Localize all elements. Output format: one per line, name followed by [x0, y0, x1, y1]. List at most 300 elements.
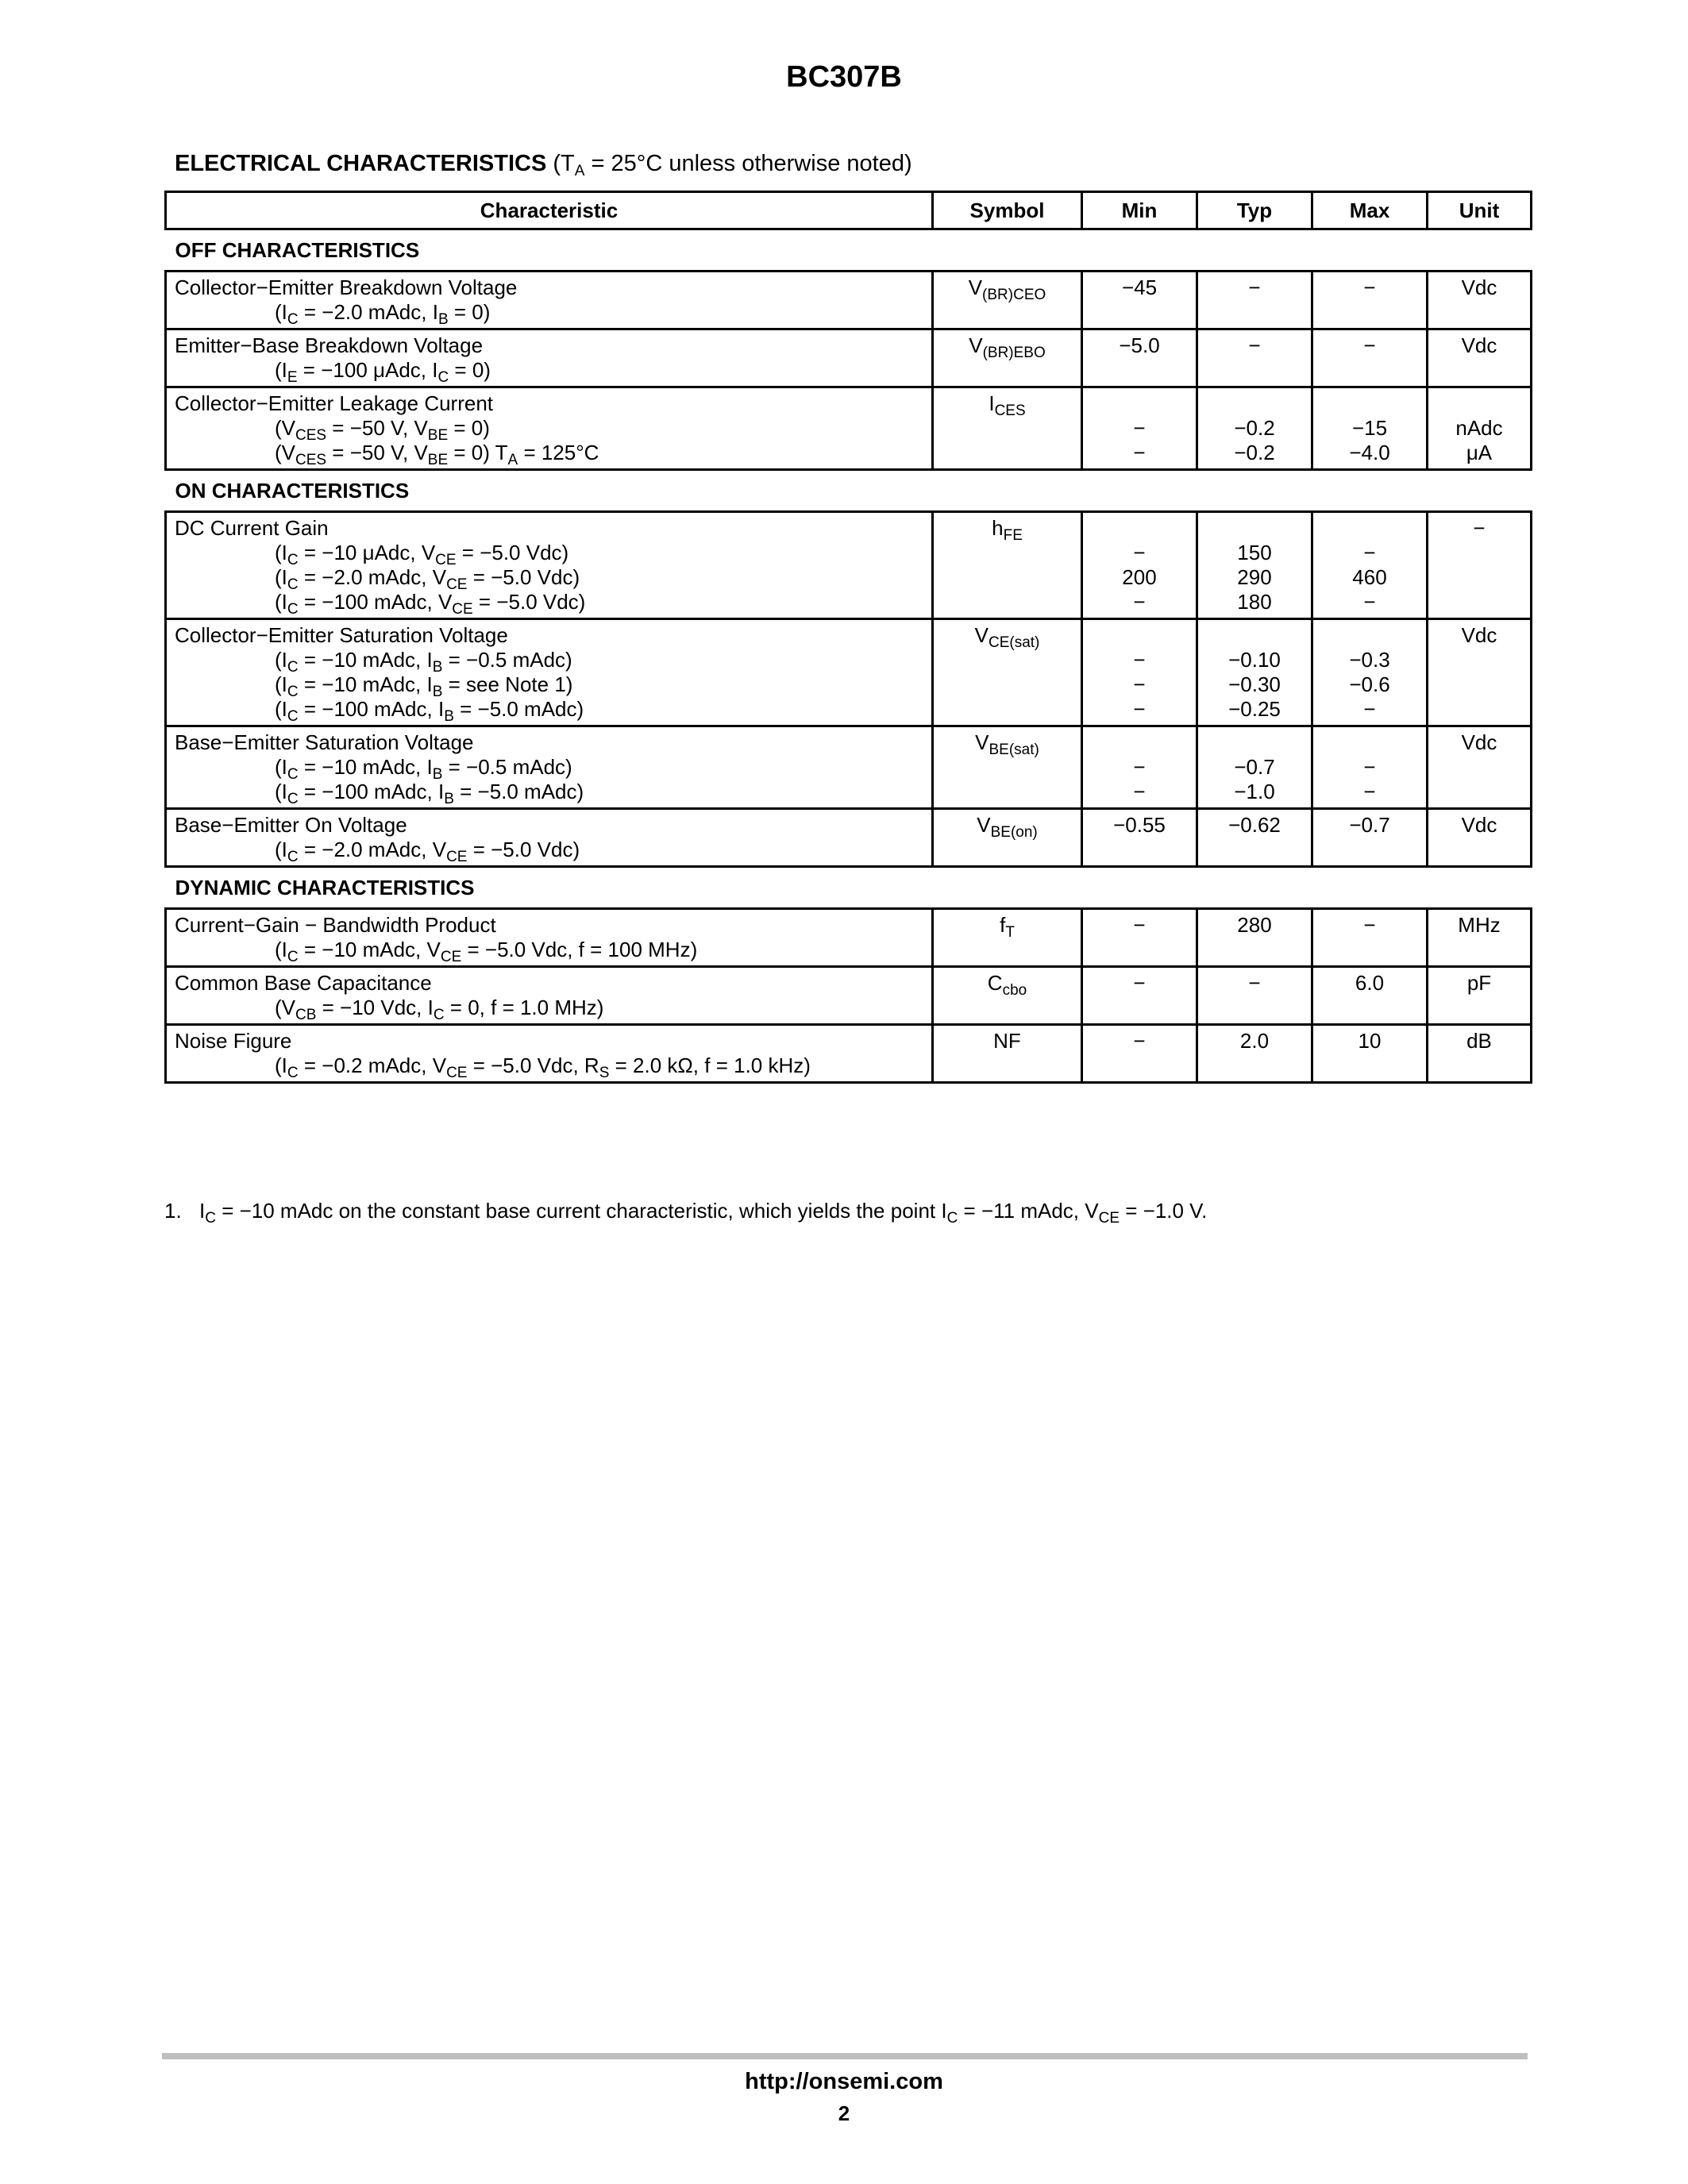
- table-row: [166, 726, 1532, 809]
- typ-value: −0.30: [1228, 672, 1281, 696]
- unit-value: −: [1473, 516, 1486, 540]
- condition-text: (I: [275, 541, 287, 564]
- min-value-cell: [1082, 809, 1197, 867]
- max-value: −: [1363, 913, 1376, 937]
- characteristic-cell: [166, 1025, 933, 1083]
- page-number: 2: [838, 2101, 850, 2125]
- condition-text: = −5.0 mAdc): [453, 780, 584, 803]
- condition-subscript: CE: [440, 949, 462, 965]
- condition-text: (V: [275, 441, 295, 464]
- table-row: [166, 809, 1532, 867]
- characteristic-cell: [166, 387, 933, 470]
- condition-subscript: S: [599, 1065, 610, 1081]
- test-condition: [175, 938, 923, 965]
- condition-text: (I: [275, 300, 287, 324]
- condition-text: (I: [275, 648, 287, 672]
- unit-cell: [1428, 726, 1532, 809]
- electrical-characteristics-table: [164, 191, 1532, 1084]
- symbol-subscript: cbo: [1002, 982, 1027, 999]
- test-condition: [175, 1053, 923, 1081]
- test-condition: [175, 590, 923, 618]
- table-row: [166, 909, 1532, 967]
- condition-text: = 0) T: [448, 441, 508, 464]
- symbol-main: f: [1000, 913, 1006, 937]
- min-value-cell: [1082, 512, 1197, 619]
- typ-value: 2.0: [1239, 1029, 1270, 1053]
- unit-cell: [1428, 909, 1532, 967]
- table-row: [166, 967, 1532, 1025]
- max-value: −15: [1351, 416, 1388, 440]
- unit-cell: [1428, 967, 1532, 1025]
- unit-value: μA: [1466, 441, 1493, 464]
- footer-url-link[interactable]: http://onsemi.com: [745, 2069, 943, 2094]
- condition-text: = −5.0 Vdc): [467, 838, 580, 861]
- typ-value-cell: [1197, 809, 1312, 867]
- max-value-cell: [1312, 329, 1428, 387]
- min-value: −: [1133, 648, 1146, 672]
- characteristic-label: Noise Figure: [175, 1029, 292, 1053]
- condition-subscript: E: [287, 369, 298, 386]
- spacer: [1206, 391, 1303, 416]
- unit-value: Vdc: [1461, 813, 1497, 837]
- test-condition: [175, 300, 923, 328]
- characteristic-cell: [166, 329, 933, 387]
- group-title: OFF CHARACTERISTICS: [166, 229, 1532, 272]
- footnote-text: = −1.0 V.: [1120, 1199, 1208, 1223]
- condition-subscript: B: [432, 766, 443, 783]
- characteristic-label: Common Base Capacitance: [175, 971, 432, 995]
- condition-text: = −0.5 mAdc): [442, 755, 572, 779]
- condition-subscript: C: [437, 369, 449, 386]
- symbol-main: I: [989, 391, 995, 415]
- unit-cell: [1428, 809, 1532, 867]
- condition-text: = −100 μAdc, I: [297, 358, 438, 382]
- test-condition: [175, 672, 923, 700]
- condition-subscript: C: [287, 1065, 299, 1081]
- min-value: −0.55: [1113, 813, 1166, 837]
- condition-text: = −5.0 mAdc): [453, 697, 584, 721]
- symbol-subscript: (BR)EBO: [982, 345, 1046, 361]
- test-condition: [175, 838, 923, 865]
- max-value: −: [1363, 275, 1376, 299]
- characteristic-cell: [166, 726, 933, 809]
- table-header-row: [166, 192, 1532, 229]
- heading-cond-rest: = 25°C unless otherwise noted): [584, 151, 912, 176]
- condition-text: = −0.5 mAdc): [442, 648, 572, 672]
- unit-value: nAdc: [1455, 416, 1503, 440]
- characteristic-label: Collector−Emitter Saturation Voltage: [175, 623, 508, 647]
- characteristic-cell: [166, 272, 933, 329]
- typ-value: 180: [1237, 590, 1272, 614]
- condition-text: (I: [275, 838, 287, 861]
- condition-text: = see Note 1): [442, 672, 573, 696]
- table-row: [166, 272, 1532, 329]
- min-value-cell: [1082, 329, 1197, 387]
- unit-value: Vdc: [1461, 275, 1497, 299]
- characteristic-cell: [166, 809, 933, 867]
- condition-text: = −5.0 Vdc): [472, 590, 586, 614]
- unit-cell: [1428, 619, 1532, 726]
- symbol-cell: [933, 272, 1082, 329]
- col-header-characteristic: Characteristic: [166, 192, 933, 229]
- min-value-cell: [1082, 619, 1197, 726]
- condition-text: = −10 mAdc, I: [298, 672, 433, 696]
- unit-cell: [1428, 512, 1532, 619]
- symbol-cell: [933, 809, 1082, 867]
- typ-value: −0.25: [1228, 697, 1281, 721]
- max-value: 460: [1352, 565, 1387, 589]
- min-value: −45: [1121, 275, 1158, 299]
- unit-cell: [1428, 1025, 1532, 1083]
- unit-value: Vdc: [1461, 333, 1497, 357]
- symbol-subscript: T: [1005, 924, 1015, 941]
- condition-subscript: B: [437, 311, 449, 328]
- heading-cond-sub: A: [574, 163, 585, 179]
- col-header-max: Max: [1312, 192, 1428, 229]
- condition-subscript: C: [287, 766, 299, 783]
- condition-text: = −5.0 Vdc, R: [467, 1053, 599, 1077]
- symbol-subscript: CES: [994, 403, 1026, 419]
- condition-subscript: CES: [295, 427, 327, 444]
- condition-text: = −5.0 Vdc, f = 100 MHz): [461, 938, 698, 961]
- min-value: −: [1133, 590, 1146, 614]
- condition-text: (I: [275, 780, 287, 803]
- spacer: [1091, 516, 1188, 541]
- condition-subscript: C: [287, 791, 299, 807]
- footnote-sub: C: [205, 1210, 216, 1227]
- condition-text: (I: [275, 938, 287, 961]
- condition-text: = −2.0 mAdc, I: [298, 300, 438, 324]
- symbol-main: V: [974, 623, 989, 647]
- max-value: −0.7: [1349, 813, 1390, 837]
- condition-subscript: C: [287, 684, 299, 700]
- unit-value: dB: [1466, 1029, 1492, 1053]
- symbol-cell: [933, 909, 1082, 967]
- condition-subscript: CE: [446, 576, 468, 593]
- footnote-text: I: [199, 1199, 206, 1223]
- symbol-subscript: BE(on): [990, 824, 1038, 841]
- symbol-subscript: FE: [1003, 527, 1023, 544]
- typ-value-cell: [1197, 726, 1312, 809]
- max-value: −4.0: [1349, 441, 1390, 464]
- condition-subscript: C: [287, 311, 299, 328]
- characteristic-label: Collector−Emitter Breakdown Voltage: [175, 275, 518, 299]
- unit-value: pF: [1466, 971, 1492, 995]
- footnote-text: = −11 mAdc, V: [958, 1199, 1099, 1223]
- max-value-cell: [1312, 809, 1428, 867]
- characteristic-cell: [166, 967, 933, 1025]
- footnote-sub: CE: [1098, 1210, 1120, 1227]
- condition-subscript: B: [444, 791, 454, 807]
- symbol-subscript: CE(sat): [988, 634, 1040, 651]
- characteristic-label: Emitter−Base Breakdown Voltage: [175, 333, 484, 357]
- typ-value: −0.62: [1228, 813, 1281, 837]
- group-header-row: [166, 229, 1532, 272]
- col-header-symbol: Symbol: [933, 192, 1082, 229]
- table-body: [166, 229, 1532, 1083]
- condition-text: (V: [275, 996, 295, 1019]
- min-value: −: [1133, 1029, 1146, 1053]
- symbol-cell: [933, 329, 1082, 387]
- max-value-cell: [1312, 272, 1428, 329]
- footnote-text: = −10 mAdc on the constant base current characteristic, which yields the point I: [215, 1199, 947, 1223]
- condition-subscript: B: [444, 708, 454, 725]
- symbol-cell: [933, 1025, 1082, 1083]
- unit-cell: [1428, 387, 1532, 470]
- typ-value: −: [1248, 275, 1261, 299]
- condition-text: = −100 mAdc, I: [298, 780, 445, 803]
- symbol-subscript: BE(sat): [989, 741, 1039, 758]
- condition-text: (I: [275, 697, 287, 721]
- spacer: [1436, 391, 1522, 416]
- condition-text: = −10 μAdc, V: [298, 541, 436, 564]
- max-value: 6.0: [1355, 971, 1385, 995]
- characteristic-label: Collector−Emitter Leakage Current: [175, 391, 494, 415]
- group-header-row: [166, 867, 1532, 909]
- min-value: 200: [1122, 565, 1157, 589]
- spacer: [1206, 516, 1303, 541]
- min-value: −: [1133, 913, 1146, 937]
- condition-subscript: CE: [446, 1065, 468, 1081]
- min-value-cell: [1082, 909, 1197, 967]
- min-value: −: [1133, 416, 1146, 440]
- typ-value-cell: [1197, 272, 1312, 329]
- condition-text: = −50 V, V: [326, 441, 428, 464]
- condition-text: = −100 mAdc, I: [298, 697, 445, 721]
- min-value-cell: [1082, 387, 1197, 470]
- spacer: [1321, 730, 1418, 755]
- condition-text: (I: [275, 358, 287, 382]
- typ-value: −0.2: [1234, 441, 1275, 464]
- min-value: −5.0: [1119, 333, 1160, 357]
- condition-subscript: CES: [295, 452, 327, 468]
- col-header-min: Min: [1082, 192, 1197, 229]
- condition-text: = −10 mAdc, I: [298, 755, 433, 779]
- footer-divider: [162, 2053, 1528, 2059]
- characteristic-label: Current−Gain − Bandwidth Product: [175, 913, 496, 937]
- max-value: −: [1363, 541, 1376, 564]
- test-condition: [175, 565, 923, 593]
- col-header-unit: Unit: [1428, 192, 1532, 229]
- condition-subscript: CE: [446, 849, 468, 865]
- condition-subscript: C: [287, 576, 299, 593]
- condition-text: (I: [275, 565, 287, 589]
- condition-subscript: C: [287, 849, 299, 865]
- spacer: [1206, 623, 1303, 648]
- condition-subscript: CE: [435, 552, 457, 568]
- unit-cell: [1428, 272, 1532, 329]
- condition-text: (I: [275, 755, 287, 779]
- condition-subscript: CB: [295, 1007, 317, 1023]
- test-condition: [175, 780, 923, 807]
- condition-text: = −5.0 Vdc): [467, 565, 580, 589]
- condition-subscript: A: [507, 452, 518, 468]
- max-value-cell: [1312, 512, 1428, 619]
- typ-value: −1.0: [1234, 780, 1275, 803]
- symbol-main: V: [968, 275, 983, 299]
- table-row: [166, 619, 1532, 726]
- condition-text: = −0.2 mAdc, V: [298, 1053, 447, 1077]
- min-value: −: [1133, 441, 1146, 464]
- condition-text: = 0, f = 1.0 MHz): [444, 996, 604, 1019]
- max-value: −: [1363, 755, 1376, 779]
- condition-text: = −10 mAdc, V: [298, 938, 441, 961]
- condition-text: (I: [275, 672, 287, 696]
- symbol-cell: [933, 512, 1082, 619]
- condition-text: = 0): [449, 358, 491, 382]
- spacer: [1091, 623, 1188, 648]
- typ-value-cell: [1197, 967, 1312, 1025]
- symbol-main: NF: [993, 1029, 1021, 1053]
- condition-subscript: C: [287, 708, 299, 725]
- section-heading: [175, 151, 912, 177]
- spacer: [1321, 623, 1418, 648]
- symbol-main: h: [992, 516, 1004, 540]
- symbol-cell: [933, 726, 1082, 809]
- condition-subscript: B: [432, 659, 443, 676]
- min-value: −: [1133, 697, 1146, 721]
- condition-text: = −10 Vdc, I: [316, 996, 434, 1019]
- condition-text: = −100 mAdc, V: [298, 590, 453, 614]
- min-value: −: [1133, 672, 1146, 696]
- condition-text: (V: [275, 416, 295, 440]
- test-condition: [175, 996, 923, 1023]
- condition-subscript: C: [287, 949, 299, 965]
- symbol-cell: [933, 619, 1082, 726]
- condition-text: = −50 V, V: [326, 416, 428, 440]
- typ-value: 150: [1237, 541, 1272, 564]
- spacer: [1091, 730, 1188, 755]
- table-row: [166, 1025, 1532, 1083]
- unit-value: Vdc: [1461, 623, 1497, 647]
- heading-title: ELECTRICAL CHARACTERISTICS: [175, 151, 547, 176]
- test-condition: [175, 441, 923, 468]
- group-title: ON CHARACTERISTICS: [166, 470, 1532, 512]
- max-value: −0.3: [1349, 648, 1390, 672]
- typ-value-cell: [1197, 512, 1312, 619]
- spacer: [1321, 516, 1418, 541]
- condition-subscript: B: [432, 684, 443, 700]
- max-value: −: [1363, 697, 1376, 721]
- max-value-cell: [1312, 726, 1428, 809]
- typ-value-cell: [1197, 1025, 1312, 1083]
- typ-value: 280: [1237, 913, 1272, 937]
- group-header-row: [166, 470, 1532, 512]
- symbol-main: V: [975, 730, 989, 754]
- condition-subscript: C: [287, 659, 299, 676]
- characteristic-cell: [166, 512, 933, 619]
- max-value: 10: [1358, 1029, 1382, 1053]
- condition-text: = 2.0 kΩ, f = 1.0 kHz): [609, 1053, 811, 1077]
- typ-value: 290: [1237, 565, 1272, 589]
- condition-text: = −2.0 mAdc, V: [298, 565, 447, 589]
- table-row: [166, 387, 1532, 470]
- max-value-cell: [1312, 387, 1428, 470]
- characteristic-label: Base−Emitter On Voltage: [175, 813, 407, 837]
- heading-cond-open: (T: [546, 151, 575, 176]
- min-value: −: [1133, 971, 1146, 995]
- condition-subscript: C: [433, 1007, 445, 1023]
- col-header-typ: Typ: [1197, 192, 1312, 229]
- typ-value: −0.2: [1234, 416, 1275, 440]
- max-value-cell: [1312, 1025, 1428, 1083]
- unit-value: Vdc: [1461, 730, 1497, 754]
- test-condition: [175, 755, 923, 783]
- condition-subscript: BE: [427, 452, 449, 468]
- max-value-cell: [1312, 619, 1428, 726]
- test-condition: [175, 697, 923, 725]
- min-value-cell: [1082, 1025, 1197, 1083]
- table-row: [166, 512, 1532, 619]
- condition-text: = −10 mAdc, I: [298, 648, 433, 672]
- typ-value: −: [1248, 333, 1261, 357]
- test-condition: [175, 358, 923, 386]
- group-title: DYNAMIC CHARACTERISTICS: [166, 867, 1532, 909]
- max-value: −: [1363, 780, 1376, 803]
- characteristic-cell: [166, 909, 933, 967]
- condition-text: = −5.0 Vdc): [456, 541, 569, 564]
- symbol-cell: [933, 387, 1082, 470]
- condition-text: = −2.0 mAdc, V: [298, 838, 447, 861]
- min-value-cell: [1082, 726, 1197, 809]
- min-value: −: [1133, 780, 1146, 803]
- min-value-cell: [1082, 272, 1197, 329]
- page-title: BC307B: [786, 60, 902, 94]
- unit-value: MHz: [1458, 913, 1501, 937]
- spacer: [1091, 391, 1188, 416]
- symbol-subscript: (BR)CEO: [982, 287, 1046, 303]
- condition-subscript: CE: [452, 601, 473, 618]
- footnote-sub: C: [946, 1210, 958, 1227]
- condition-text: (I: [275, 590, 287, 614]
- condition-text: = 0): [448, 416, 490, 440]
- min-value: −: [1133, 755, 1146, 779]
- typ-value: −0.10: [1228, 648, 1281, 672]
- footnote-number: 1.: [164, 1199, 182, 1223]
- typ-value: −: [1248, 971, 1261, 995]
- spacer: [1321, 391, 1418, 416]
- typ-value-cell: [1197, 387, 1312, 470]
- max-value: −: [1363, 333, 1376, 357]
- max-value: −0.6: [1349, 672, 1390, 696]
- characteristic-label: DC Current Gain: [175, 516, 329, 540]
- test-condition: [175, 648, 923, 676]
- typ-value-cell: [1197, 909, 1312, 967]
- table-row: [166, 329, 1532, 387]
- symbol-main: C: [987, 971, 1003, 995]
- symbol-main: V: [969, 333, 983, 357]
- condition-subscript: C: [287, 552, 299, 568]
- condition-text: = 125°C: [518, 441, 599, 464]
- max-value: −: [1363, 590, 1376, 614]
- spacer: [1206, 730, 1303, 755]
- condition-subscript: C: [287, 601, 299, 618]
- condition-text: (I: [275, 1053, 287, 1077]
- min-value: −: [1133, 541, 1146, 564]
- symbol-main: V: [977, 813, 991, 837]
- characteristic-cell: [166, 619, 933, 726]
- test-condition: [175, 541, 923, 568]
- test-condition: [175, 416, 923, 444]
- typ-value: −0.7: [1234, 755, 1275, 779]
- max-value-cell: [1312, 909, 1428, 967]
- typ-value-cell: [1197, 329, 1312, 387]
- symbol-cell: [933, 967, 1082, 1025]
- min-value-cell: [1082, 967, 1197, 1025]
- characteristic-label: Base−Emitter Saturation Voltage: [175, 730, 474, 754]
- condition-text: = 0): [448, 300, 491, 324]
- unit-cell: [1428, 329, 1532, 387]
